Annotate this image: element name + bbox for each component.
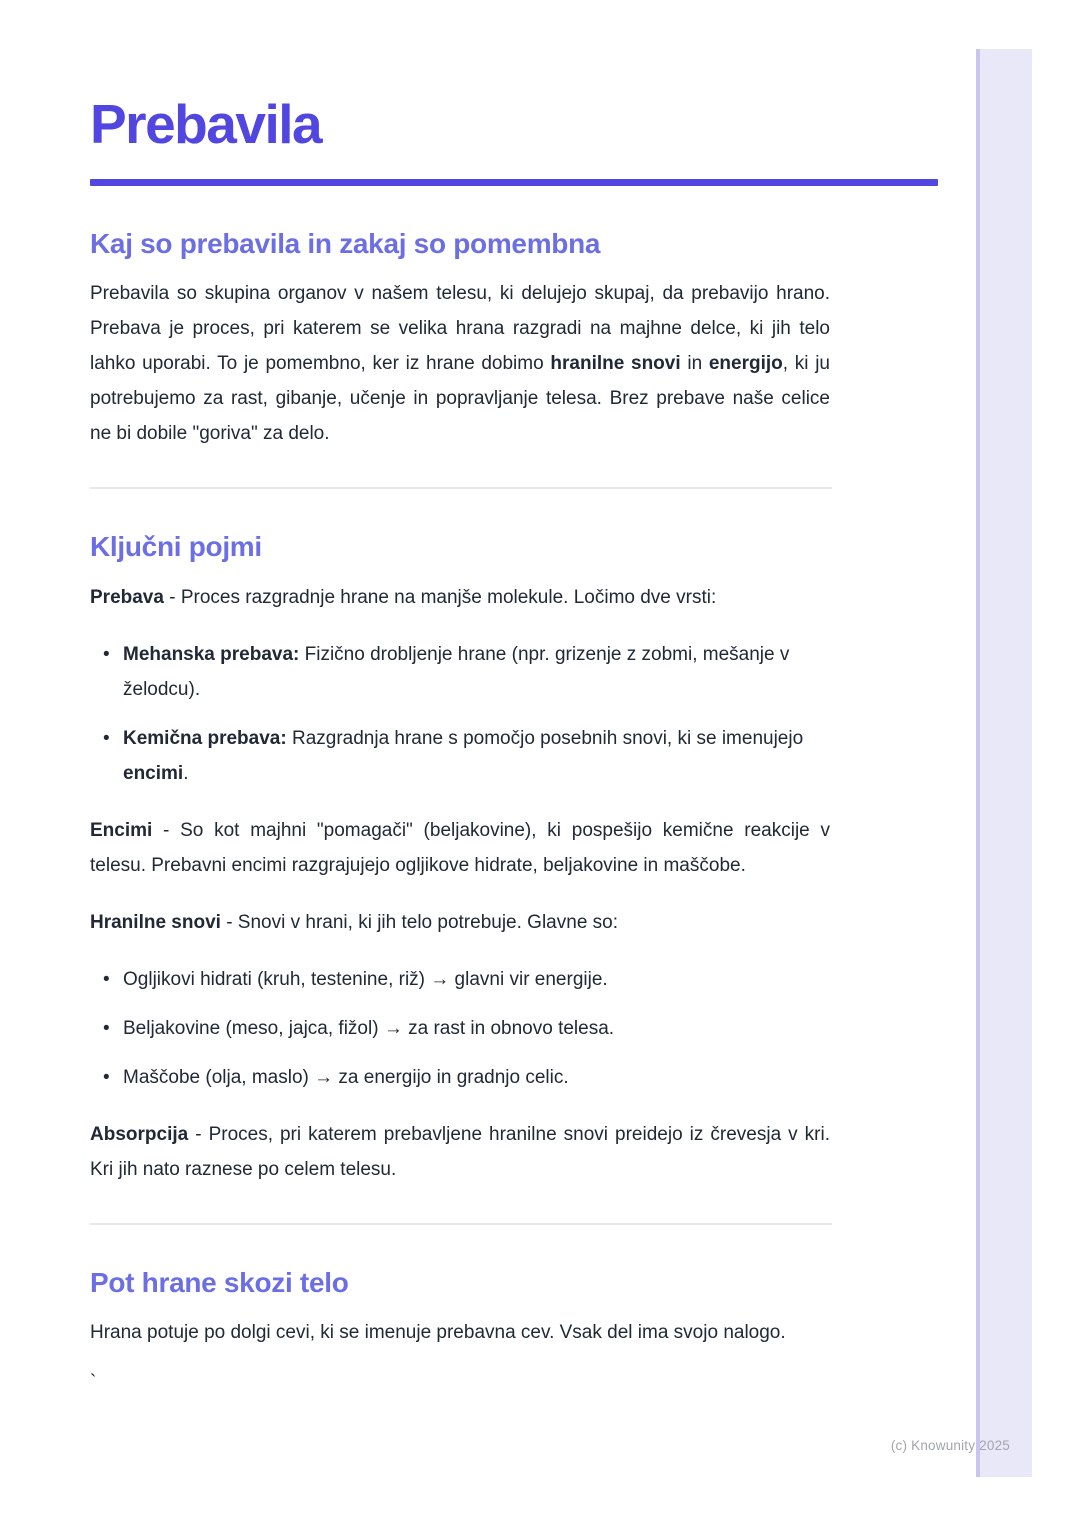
term-definition: - Proces, pri katerem prebavljene hranilne snovi preidejo iz črevesja v kri. Kri jih nato raznese po celem telesu. xyxy=(90,1123,830,1180)
text-segment-bold: energijo xyxy=(708,353,783,375)
stray-backtick: ` xyxy=(90,1371,97,1393)
term-definition: - Snovi v hrani, ki jih telo potrebuje. Glavne so: xyxy=(220,911,619,933)
text-segment: Prebavila so skupina organov v našem telesu, ki delujejo skupaj, da prebavijo hrano. Prebava je proces, pri katerem se velika hrana razgradi na majhne delce, ki jih telo lahko uporabi. To je pomembno, ker iz hrane dobimo xyxy=(90,283,830,375)
list-item xyxy=(103,1011,830,1046)
list-item-text xyxy=(123,721,830,791)
list-item-text: Beljakovine (meso, jajca, fižol) → za rast in obnovo telesa. xyxy=(123,1017,615,1039)
text-segment: in xyxy=(680,353,709,375)
text-segment: Razgradnja hrane s pomočjo posebnih snovi, ki se imenujejo xyxy=(286,727,804,749)
digestion-types-list xyxy=(90,637,830,791)
food-path-paragraph: Hrana potuje po dolgi cevi, ki se imenuje prebavna cev. Vsak del ima svojo nalogo. xyxy=(90,1321,786,1343)
text-segment: Fizično drobljenje hrane (npr. grizenje z zobmi, mešanje v želodcu). xyxy=(123,643,790,700)
text-segment-bold: encimi xyxy=(123,762,184,784)
section-divider xyxy=(90,1223,832,1225)
term-name: Kemična prebava: xyxy=(123,727,287,749)
section-food-path xyxy=(90,1265,830,1394)
section-divider xyxy=(90,487,832,489)
text-segment: . xyxy=(183,762,189,784)
nutrients-list xyxy=(90,962,830,1095)
section-key-terms xyxy=(90,529,830,1186)
side-accent-strip xyxy=(976,49,1032,1477)
list-item-text xyxy=(123,637,830,707)
term-prebava xyxy=(90,580,830,615)
term-absorpcija xyxy=(90,1117,830,1187)
page-title: Prebavila xyxy=(90,93,322,155)
bullet-icon: • xyxy=(103,968,110,990)
list-item-text: Ogljikovi hidrati (kruh, testenine, riž) → glavni vir energije. xyxy=(123,968,608,990)
bullet-icon: • xyxy=(103,1017,110,1039)
term-encimi xyxy=(90,813,830,883)
text-segment: , ki ju potrebujemo za rast, gibanje, učenje in popravljanje telesa. Brez prebave naše celice ne bi dobile "goriva" za delo. xyxy=(90,353,830,445)
term-name: Hranilne snovi xyxy=(90,911,221,933)
section-intro xyxy=(90,226,830,451)
title-underline xyxy=(90,179,938,186)
term-definition: - Proces razgradnje hrane na manjše molekule. Ločimo dve vrsti: xyxy=(163,586,717,608)
text-segment-bold: hranilne snovi xyxy=(550,353,681,375)
section-heading-food-path: Pot hrane skozi telo xyxy=(90,1266,349,1298)
list-item xyxy=(103,962,830,997)
term-name: Mehanska prebava: xyxy=(123,643,300,665)
term-hranilne-snovi xyxy=(90,905,830,940)
list-item xyxy=(103,1060,830,1095)
bullet-icon: • xyxy=(103,727,110,749)
content-column xyxy=(90,0,830,1394)
term-name: Absorpcija xyxy=(90,1123,189,1145)
term-definition: - So kot majhni "pomagači" (beljakovine), ki pospešijo kemične reakcije v telesu. Prebavni encimi razgrajujejo ogljikove hidrate, beljakovine in maščobe. xyxy=(90,819,830,876)
intro-paragraph xyxy=(90,276,830,451)
list-item xyxy=(103,721,830,791)
term-name: Encimi xyxy=(90,819,153,841)
section-heading-key-terms: Ključni pojmi xyxy=(90,531,262,563)
list-item-text: Maščobe (olja, maslo) → za energijo in gradnjo celic. xyxy=(123,1066,569,1088)
footer-credit: (c) Knowunity 2025 xyxy=(890,1438,1010,1453)
section-heading-intro: Kaj so prebavila in zakaj so pomembna xyxy=(90,227,601,259)
bullet-icon: • xyxy=(103,643,110,665)
list-item xyxy=(103,637,830,707)
term-name: Prebava xyxy=(90,586,164,608)
bullet-icon: • xyxy=(103,1066,110,1088)
